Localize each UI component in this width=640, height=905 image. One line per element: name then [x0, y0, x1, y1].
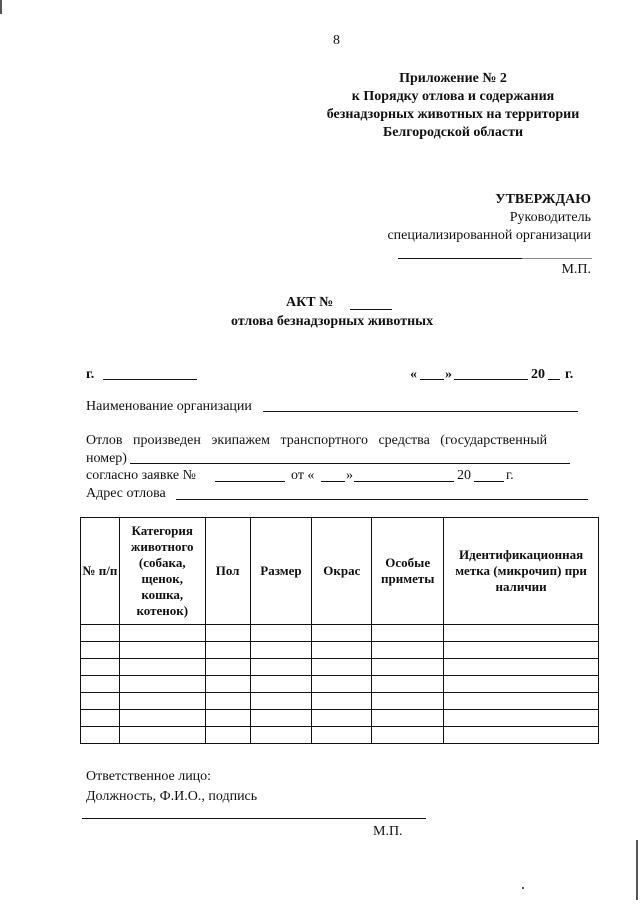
table-cell[interactable] [372, 727, 444, 744]
table-cell[interactable] [372, 693, 444, 710]
table-cell[interactable] [250, 659, 312, 676]
table-row [81, 727, 599, 744]
responsible-signature-line[interactable] [82, 818, 426, 819]
table-cell[interactable] [119, 727, 205, 744]
table-cell[interactable] [81, 676, 120, 693]
appendix-line-2: к Порядку отлова и содержания [351, 89, 555, 104]
table-cell[interactable] [205, 710, 250, 727]
capture-line-1: Отлов произведен экипажем транспортного средства (государственный [86, 433, 548, 448]
table-cell[interactable] [312, 625, 372, 642]
table-cell[interactable] [119, 693, 205, 710]
table-cell[interactable] [312, 727, 372, 744]
table-cell[interactable] [250, 693, 312, 710]
request-month-field[interactable] [354, 481, 454, 482]
request-day-field[interactable] [321, 481, 345, 482]
footer-stamp: М.П. [373, 824, 403, 839]
request-from: от « [291, 468, 315, 483]
table-cell[interactable] [312, 642, 372, 659]
appendix-line-3: безнадзорных животных на территории [326, 107, 580, 122]
approve-role-1: Руководитель [509, 210, 591, 225]
table-cell[interactable] [119, 642, 205, 659]
table-cell[interactable] [205, 642, 250, 659]
table-row [81, 642, 599, 659]
approve-signature-line [398, 258, 522, 259]
table-cell[interactable] [119, 625, 205, 642]
table-cell[interactable] [81, 625, 120, 642]
header-features: Особые приметы [372, 518, 444, 625]
table-cell[interactable] [119, 676, 205, 693]
header-sex: Пол [205, 518, 250, 625]
table-cell[interactable] [444, 710, 599, 727]
table-cell[interactable] [312, 676, 372, 693]
header-number: № п/п [81, 518, 120, 625]
table-cell[interactable] [81, 727, 120, 744]
act-number-line [350, 309, 392, 310]
table-cell[interactable] [205, 693, 250, 710]
org-label: Наименование организации [86, 399, 252, 414]
appendix-line-4: Белгородской области [382, 125, 524, 140]
table-cell[interactable] [444, 727, 599, 744]
table-row [81, 710, 599, 727]
table-cell[interactable] [444, 625, 599, 642]
table-cell[interactable] [444, 693, 599, 710]
act-title: АКТ № [286, 295, 334, 310]
header-microchip: Идентификационная метка (микрочип) при наличии [444, 518, 599, 625]
approve-role-2: специализированной организации [387, 228, 591, 243]
org-field[interactable] [263, 411, 578, 412]
table-cell[interactable] [312, 693, 372, 710]
scan-dot [522, 887, 524, 889]
table-row [81, 693, 599, 710]
address-field[interactable] [176, 499, 588, 500]
table-cell[interactable] [372, 659, 444, 676]
date-day-field[interactable] [420, 379, 444, 380]
table-cell[interactable] [119, 659, 205, 676]
date-close-quote: » [445, 367, 452, 382]
approve-signature-line-thin [522, 258, 592, 259]
request-close-quote: » [346, 468, 353, 483]
page-number: 8 [333, 33, 340, 48]
table-cell[interactable] [81, 710, 120, 727]
table-cell[interactable] [372, 642, 444, 659]
table-cell[interactable] [372, 625, 444, 642]
date-year-field[interactable] [548, 379, 560, 380]
table-header-row [81, 518, 599, 625]
table-cell[interactable] [81, 693, 120, 710]
scan-edge-mark-right [636, 840, 638, 900]
appendix-line-1: Приложение № 2 [399, 71, 507, 86]
request-label: согласно заявке № [86, 468, 196, 483]
table-cell[interactable] [205, 659, 250, 676]
table-cell[interactable] [372, 676, 444, 693]
table-cell[interactable] [205, 727, 250, 744]
table-cell[interactable] [250, 727, 312, 744]
table-cell[interactable] [250, 642, 312, 659]
table-row [81, 625, 599, 642]
table-cell[interactable] [250, 676, 312, 693]
table-cell[interactable] [250, 625, 312, 642]
header-color: Окрас [312, 518, 372, 625]
act-subtitle: отлова безнадзорных животных [231, 314, 434, 329]
date-year-prefix: 20 [531, 367, 545, 382]
request-number-field[interactable] [215, 481, 285, 482]
table-cell[interactable] [205, 676, 250, 693]
request-year-suffix: г. [506, 468, 514, 483]
city-field[interactable] [103, 379, 197, 380]
address-label: Адрес отлова [86, 486, 166, 501]
table-cell[interactable] [312, 710, 372, 727]
vehicle-number-field[interactable] [130, 463, 570, 464]
city-prefix: г. [86, 367, 95, 382]
table-cell[interactable] [444, 642, 599, 659]
date-year-suffix: г. [565, 367, 574, 382]
animal-table [80, 517, 599, 744]
approve-title: УТВЕРЖДАЮ [495, 192, 591, 207]
date-month-field[interactable] [454, 379, 528, 380]
request-year-field[interactable] [474, 481, 504, 482]
table-cell[interactable] [81, 642, 120, 659]
date-open-quote: « [410, 367, 417, 382]
table-cell[interactable] [444, 659, 599, 676]
header-category: Категория животного (собака, щенок, кошка, котенок) [119, 518, 205, 625]
table-row [81, 676, 599, 693]
header-size: Размер [250, 518, 312, 625]
table-cell[interactable] [119, 710, 205, 727]
table-cell[interactable] [312, 659, 372, 676]
request-year-prefix: 20 [457, 468, 471, 483]
scan-edge-mark-left [0, 0, 2, 14]
table-cell[interactable] [372, 710, 444, 727]
table-cell[interactable] [205, 625, 250, 642]
table-cell[interactable] [81, 659, 120, 676]
table-row [81, 659, 599, 676]
responsible-label: Ответственное лицо: [86, 769, 212, 784]
table-cell[interactable] [444, 676, 599, 693]
table-cell[interactable] [250, 710, 312, 727]
position-label: Должность, Ф.И.О., подпись [86, 789, 258, 804]
approve-stamp: М.П. [561, 262, 591, 277]
capture-line-2: номер) [86, 451, 127, 466]
